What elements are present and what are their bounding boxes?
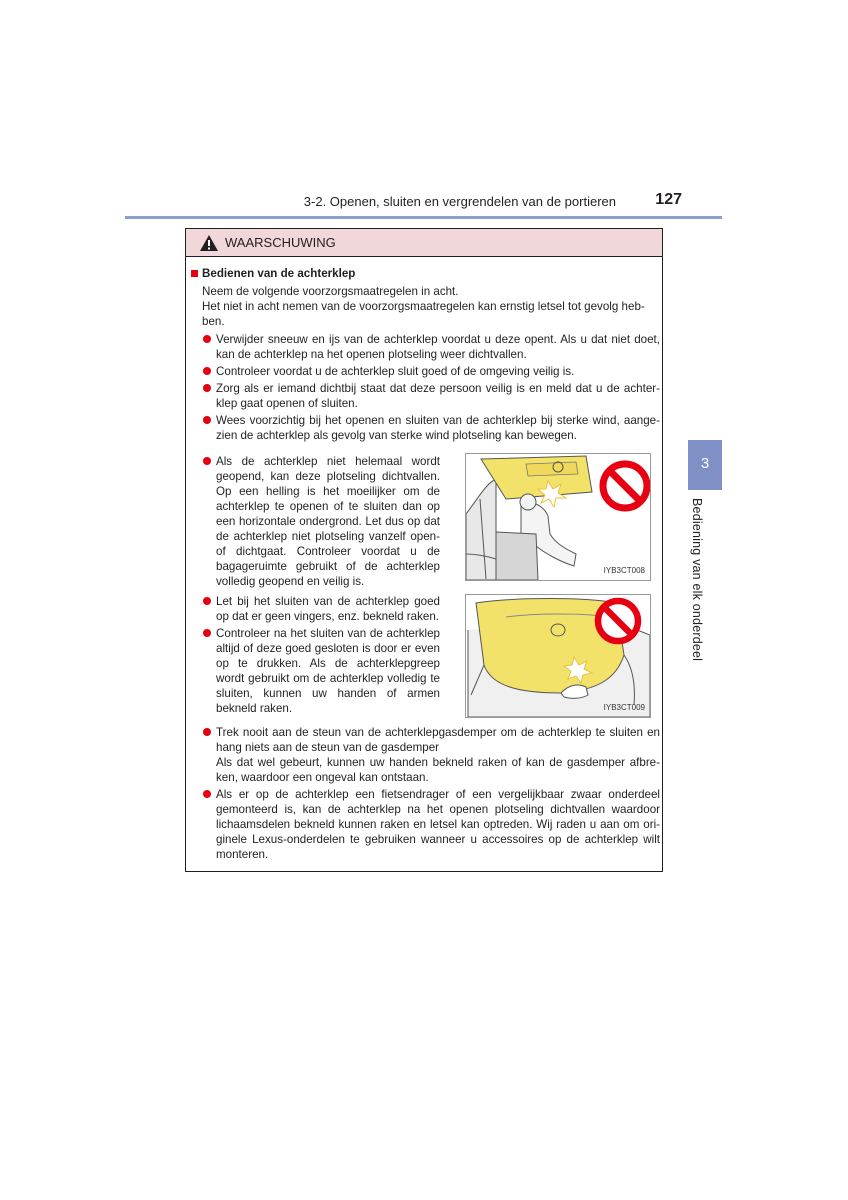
warning-box	[185, 228, 663, 872]
list-item: Zorg als er iemand dichtbij staat dat deze persoon veilig is en meld dat u de achter-klep gaat openen of sluiten.	[202, 381, 660, 411]
bullet-dot-icon	[203, 629, 211, 637]
tailgate-closing-illustration	[466, 595, 650, 717]
figure-code: IYB3CT008	[603, 566, 645, 575]
section-title-text: Bedienen van de achterklep	[202, 267, 356, 280]
bullet-dot-icon	[203, 416, 211, 424]
intro-line: Het niet in acht nemen van de voorzorgsmaatregelen kan ernstig letsel tot gevolg heb-ben.	[202, 300, 645, 328]
warning-title: WAARSCHUWING	[225, 235, 336, 250]
list-item: Als de achterklep niet helemaal wordt geopend, kan deze plotseling dichtvallen. Op een helling is het moeilijker om de achterklep te openen of te sluiten dan op een horizontale ondergrond. Let dus op dat de achterklep niet plotseling vanzelf open- of dichtgaat. Controleer voordat u de bagageruimte gebruikt of de achterklep volledig geopend en veilig is.	[202, 454, 440, 589]
section-title	[191, 266, 355, 281]
bullet-list-top	[202, 332, 660, 445]
list-item: Als er op de achterklep een fietsendrager of een vergelijkbaar zwaar onderdeel gemonteerd is, kan de achterklep na het openen plotseling dichtvallen waardoor lichaamsdelen bekneld kunnen raken en letsel kan optreden. Wij raden u aan om ori-ginele Lexus-onderdelen te gebruiken wanneer u accessoires op de achterklep wilt monteren.	[202, 787, 660, 862]
figure2-text	[202, 594, 440, 718]
chapter-label: Bediening van elk onderdeel	[690, 498, 704, 662]
list-item: Wees voorzichtig bij het openen en sluiten van de achterklep bij sterke wind, aange-zien de achterklep als gevolg van sterke wind plotseling kan bewegen.	[202, 413, 660, 443]
figure-tailgate-closing	[465, 594, 651, 718]
list-item: Controleer na het sluiten van de achterklep altijd of deze goed gesloten is door er even op te drukken. Als de achterklepgreep wordt gebruikt om de achterklep volledig te sluiten, kunnen uw handen of armen bekneld raken.	[202, 626, 440, 716]
bullet-dot-icon	[203, 457, 211, 465]
square-bullet-icon	[191, 270, 198, 277]
list-item: Let bij het sluiten van de achterklep goed op dat er geen vingers, enz. bekneld raken.	[202, 594, 440, 624]
tailgate-illustration	[466, 454, 650, 580]
bullet-dot-icon	[203, 790, 211, 798]
bullet-dot-icon	[203, 335, 211, 343]
figure-code: IYB3CT009	[603, 703, 645, 712]
intro-line: Neem de volgende voorzorgsmaatregelen in acht.	[202, 285, 459, 298]
page-number: 127	[655, 191, 682, 208]
list-item: Controleer voordat u de achterklep sluit goed of de omgeving veilig is.	[202, 364, 660, 379]
bullet-dot-icon	[203, 384, 211, 392]
bullet-dot-icon	[203, 367, 211, 375]
intro-text	[202, 284, 657, 329]
running-header: 3-2. Openen, sluiten en vergrendelen van de portieren	[303, 194, 616, 209]
list-item: Verwijder sneeuw en ijs van de achterklep voordat u deze opent. Als u dat niet doet, kan de achterklep na het openen plotseling weer dichtvallen.	[202, 332, 660, 362]
figure-tailgate-half-open	[465, 453, 651, 581]
figure1-text	[202, 454, 440, 591]
list-item: Trek nooit aan de steun van de achterklepgasdemper om de achterklep te sluiten en hang niets aan de steun van de gasdemper Als dat wel gebeurt, kunnen uw handen bekneld raken of kan de gasdemper afbre-ken, waardoor een ongeval kan ontstaan.	[202, 725, 660, 785]
header-rule	[125, 216, 722, 219]
bullet-dot-icon	[203, 597, 211, 605]
chapter-tab[interactable]: 3	[688, 440, 722, 490]
bullet-list-bottom	[202, 725, 660, 864]
bullet-dot-icon	[203, 728, 211, 736]
